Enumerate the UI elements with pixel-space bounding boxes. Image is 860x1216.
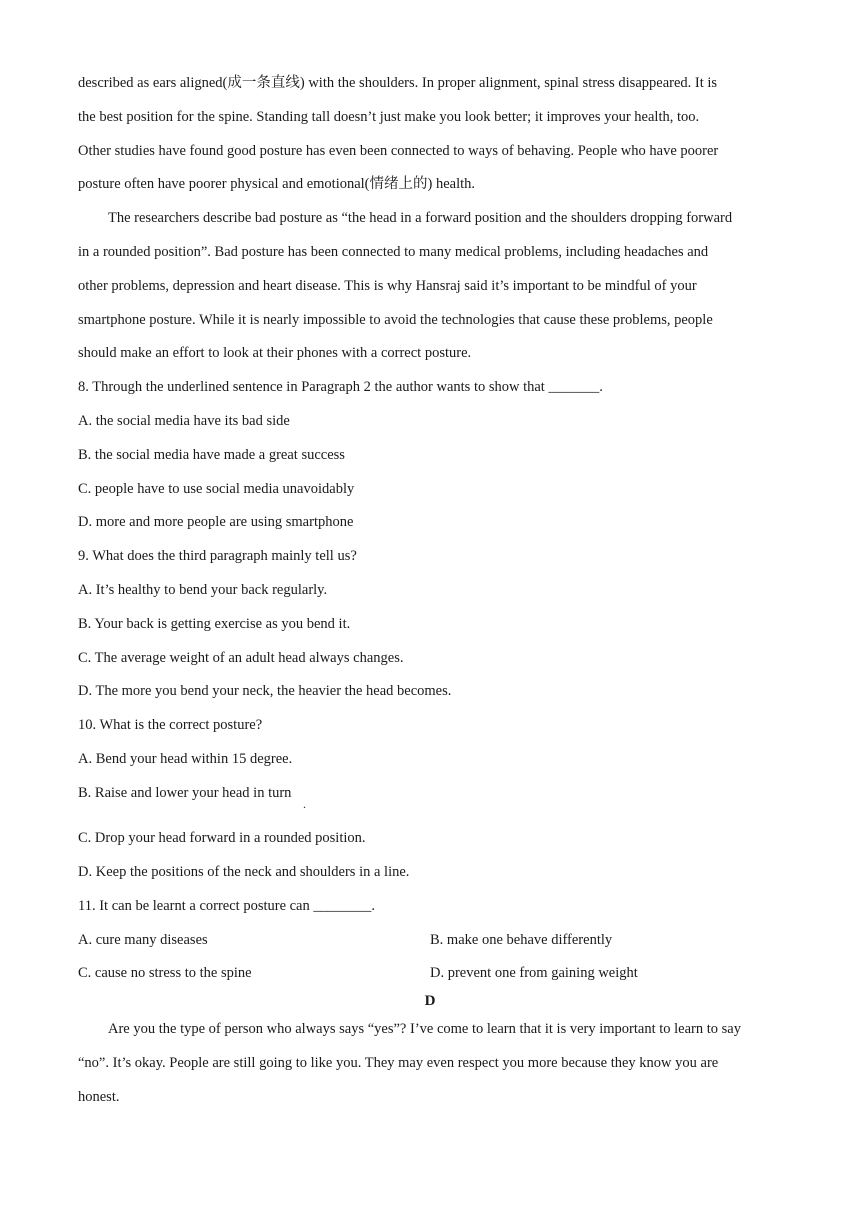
passage-c-line: The researchers describe bad posture as “the head in a forward position and the shoulders dropping forward [108, 210, 733, 226]
answer-option: C. people have to use social media unavoidably [78, 481, 355, 497]
stray-period-mark: . [303, 797, 306, 811]
passage-c-line: in a rounded position”. Bad posture has been connected to many medical problems, including headaches and [78, 244, 709, 260]
answer-option: C. Drop your head forward in a rounded position. [78, 830, 366, 846]
passage-c-line: Other studies have found good posture has even been connected to ways of behaving. People who have poorer [78, 143, 719, 159]
answer-option: C. cause no stress to the spine [78, 965, 252, 981]
passage-c-line: smartphone posture. While it is nearly impossible to avoid the technologies that cause these problems, people [78, 312, 713, 328]
passage-c-line: the best position for the spine. Standing tall doesn’t just make you look better; it improves your health, too. [78, 109, 700, 125]
answer-option: D. more and more people are using smartphone [78, 514, 354, 530]
answer-option: B. Your back is getting exercise as you bend it. [78, 616, 351, 632]
answer-option: A. It’s healthy to bend your back regularly. [78, 582, 328, 598]
answer-option: B. the social media have made a great success [78, 447, 345, 463]
answer-option: D. Keep the positions of the neck and shoulders in a line. [78, 864, 410, 880]
answer-option: A. cure many diseases [78, 932, 208, 948]
passage-c-line: posture often have poorer physical and emotional(情绪上的) health. [78, 176, 476, 192]
passage-d-line: honest. [78, 1089, 120, 1105]
passage-d-line: Are you the type of person who always says “yes”? I’ve come to learn that it is very important to learn to say [108, 1021, 741, 1037]
passage-d-line: “no”. It’s okay. People are still going to like you. They may even respect you more because they know you are [78, 1055, 719, 1071]
question-stem: 8. Through the underlined sentence in Paragraph 2 the author wants to show that _______. [78, 379, 603, 395]
question-stem: 11. It can be learnt a correct posture can ________. [78, 898, 375, 914]
passage-c-line: should make an effort to look at their phones with a correct posture. [78, 345, 472, 361]
answer-option: D. prevent one from gaining weight [430, 965, 638, 981]
answer-option: C. The average weight of an adult head always changes. [78, 650, 404, 666]
answer-option: D. The more you bend your neck, the heavier the head becomes. [78, 683, 452, 699]
answer-option: A. the social media have its bad side [78, 413, 290, 429]
question-stem: 10. What is the correct posture? [78, 717, 263, 733]
passage-c-line: described as ears aligned(成一条直线) with the shoulders. In proper alignment, spinal stress disappeared. It is [78, 75, 718, 91]
question-stem: 9. What does the third paragraph mainly tell us? [78, 548, 357, 564]
section-heading: D [424, 993, 436, 1009]
answer-option: B. make one behave differently [430, 932, 613, 948]
passage-c-line: other problems, depression and heart disease. This is why Hansraj said it’s important to be mindful of your [78, 278, 697, 294]
answer-option: B. Raise and lower your head in turn [78, 785, 292, 801]
answer-option: A. Bend your head within 15 degree. [78, 751, 293, 767]
